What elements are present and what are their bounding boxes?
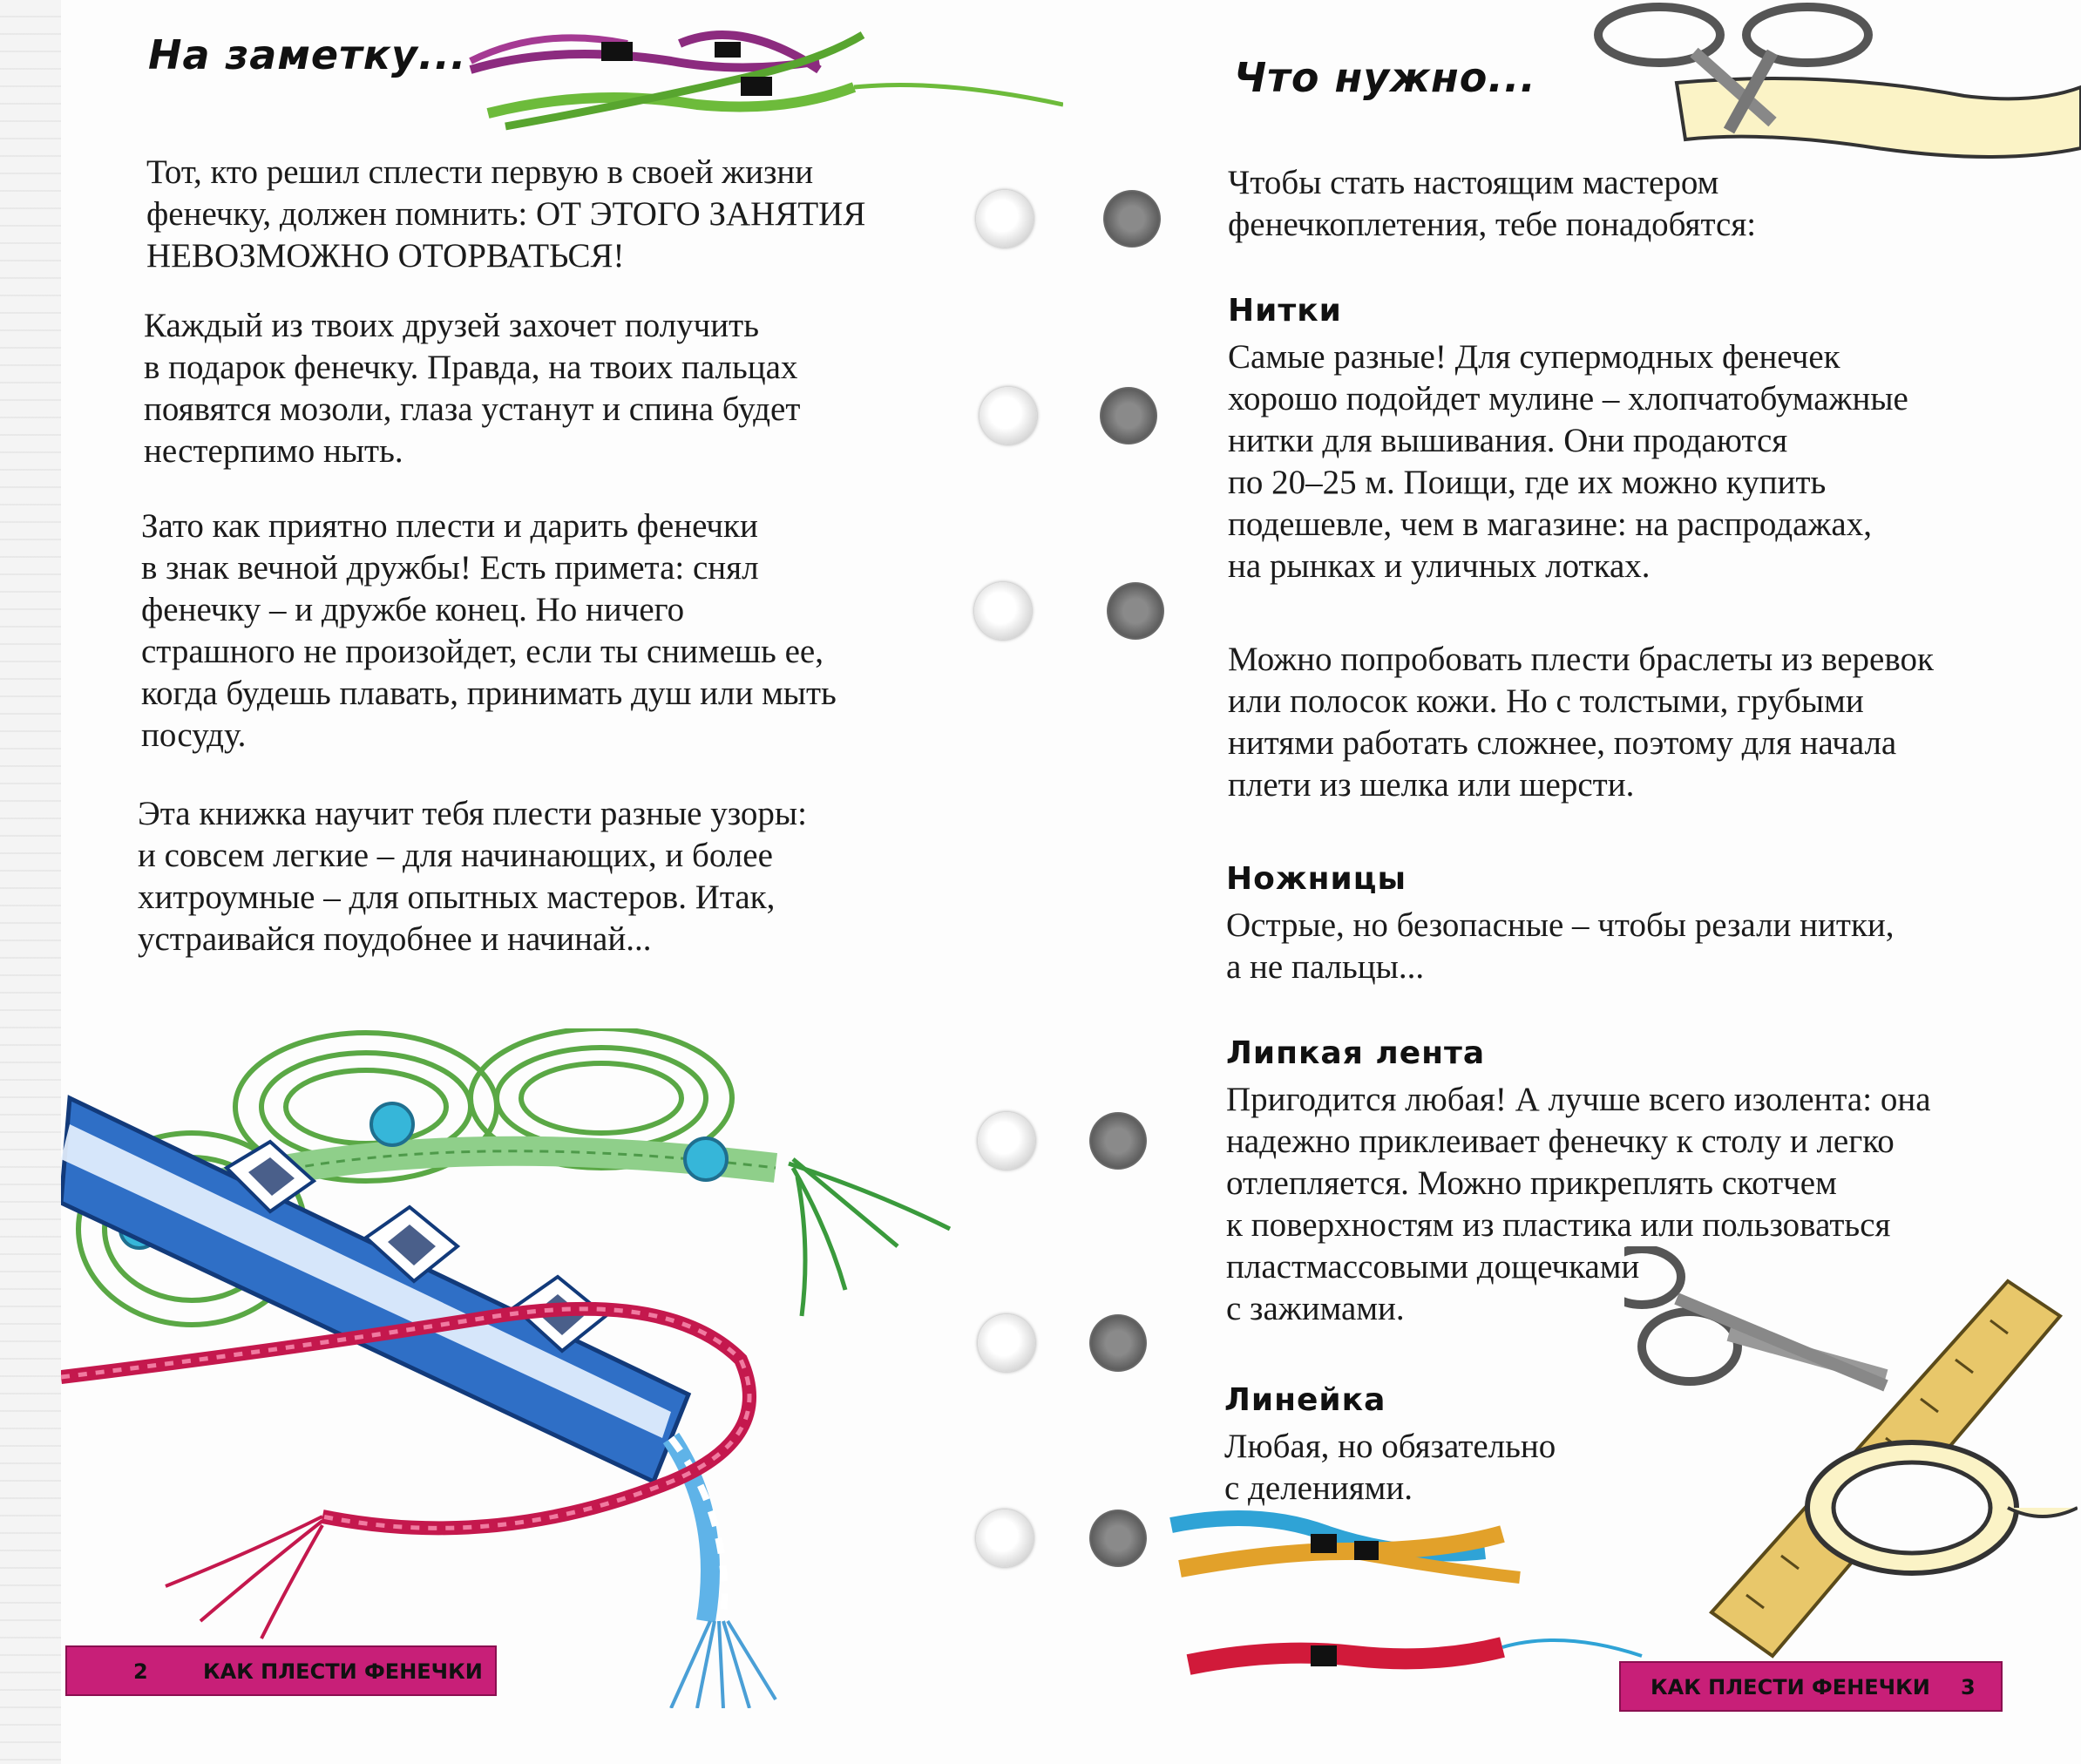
left-footer-band xyxy=(65,1645,497,1696)
text-line: Любая, но обязательно xyxy=(1224,1428,1556,1465)
binder-hole xyxy=(976,1510,1034,1567)
text-line: появятся мозоли, глаза устанут и спина будет xyxy=(144,390,801,428)
text-line: к поверхностям из пластика или пользоваться xyxy=(1226,1206,1891,1244)
text-line: НЕВОЗМОЖНО ОТОРВАТЬСЯ! xyxy=(146,237,625,275)
text-line: когда будешь плавать, принимать душ или мыть xyxy=(141,675,837,712)
binder-hole xyxy=(1103,190,1161,248)
text-line: в подарок фенечку. Правда, на твоих пальцах xyxy=(144,349,798,386)
text-line: Эта книжка научит тебя плести разные узоры: xyxy=(138,795,807,832)
binder-hole xyxy=(978,1112,1035,1170)
section-body-threads xyxy=(1228,336,2012,587)
binder-hole xyxy=(974,582,1032,640)
left-paragraph-1 xyxy=(146,152,931,277)
binder-hole xyxy=(1089,1112,1147,1170)
text-line: плети из шелка или шерсти. xyxy=(1228,766,1635,804)
binder-hole xyxy=(1107,582,1164,640)
binder-hole xyxy=(978,1314,1035,1372)
right-footer-band xyxy=(1619,1661,2003,1712)
text-line: на рынках и уличных лотках. xyxy=(1228,547,1651,585)
text-line: подешевле, чем в магазине: на распродажах, xyxy=(1228,505,1872,543)
text-line: в знак вечной дружбы! Есть примета: снял xyxy=(141,549,759,587)
binder-hole xyxy=(1089,1314,1147,1372)
page-number: 3 xyxy=(1961,1675,1976,1700)
binder-hole xyxy=(1100,387,1157,444)
text-line: фенечку – и дружбе конец. Но ничего xyxy=(141,591,685,628)
text-line: надежно приклеивает фенечку к столу и легко xyxy=(1226,1123,1895,1160)
text-line: фенечку, должен помнить: ОТ ЭТОГО ЗАНЯТИЯ xyxy=(146,195,866,233)
scissors-and-ribbon-illustration-top xyxy=(1476,0,2081,166)
text-line: отлепляется. Можно прикреплять скотчем xyxy=(1226,1164,1837,1202)
text-line: по 20–25 м. Поищи, где их можно купить xyxy=(1228,464,1827,501)
text-line: или полосок кожи. Но с толстыми, грубыми xyxy=(1228,682,1864,720)
section-body-alternatives xyxy=(1228,639,2012,806)
text-line: фенечкоплетения, тебе понадобятся: xyxy=(1228,206,1757,243)
left-paragraph-4 xyxy=(138,793,922,960)
intro-paragraph xyxy=(1228,162,2012,246)
binder-hole xyxy=(976,190,1034,248)
left-heading: На заметку... xyxy=(148,31,467,78)
text-line: нитки для вышивания. Они продаются xyxy=(1228,422,1788,459)
text-line: Тот, кто решил сплести первую в своей жизни xyxy=(146,153,814,191)
text-line: Самые разные! Для супермодных фенечек xyxy=(1228,338,1840,376)
section-title-scissors: Ножницы xyxy=(1226,861,1407,897)
section-title-tape: Липкая лента xyxy=(1226,1035,1486,1071)
right-page xyxy=(1067,0,2081,1764)
text-line: Чтобы стать настоящим мастером xyxy=(1228,164,1719,201)
text-line: с делениями. xyxy=(1224,1469,1413,1507)
footer-title: КАК ПЛЕСТИ ФЕНЕЧКИ xyxy=(203,1659,483,1684)
text-line: а не пальцы... xyxy=(1226,948,1425,986)
text-line: Зато как приятно плести и дарить фенечки xyxy=(141,507,758,545)
text-line: Каждый из твоих друзей захочет получить xyxy=(144,307,759,344)
left-paragraph-2 xyxy=(144,305,928,472)
text-line: Острые, но безопасные – чтобы резали нитки, xyxy=(1226,906,1895,944)
binder-hole xyxy=(1089,1510,1147,1567)
text-line: нитями работать сложнее, поэтому для начала xyxy=(1228,724,1897,762)
binder-hole xyxy=(979,387,1037,444)
right-heading: Что нужно... xyxy=(1234,54,1536,101)
text-line: хитроумные – для опытных мастеров. Итак, xyxy=(138,879,776,916)
text-line: хорошо подойдет мулине – хлопчатобумажные xyxy=(1228,380,1908,417)
text-line: с зажимами. xyxy=(1226,1290,1405,1327)
embroidery-floss-skeins-illustration xyxy=(1154,1499,1694,1734)
text-line: нестерпимо ныть. xyxy=(144,432,403,470)
section-title-ruler: Линейка xyxy=(1224,1382,1386,1418)
text-line: и совсем легкие – для начинающих, и более xyxy=(138,837,773,874)
text-line: пластмассовыми дощечками xyxy=(1226,1248,1640,1286)
left-paragraph-3 xyxy=(141,505,925,756)
bracelets-illustration xyxy=(61,1028,985,1708)
page-edge-stack xyxy=(0,0,61,1764)
text-line: Можно попробовать плести браслеты из веревок xyxy=(1228,641,1934,678)
footer-title: КАК ПЛЕСТИ ФЕНЕЧКИ xyxy=(1651,1675,1930,1700)
text-line: посуду. xyxy=(141,716,247,754)
text-line: Пригодится любая! А лучше всего изолента: она xyxy=(1226,1081,1931,1118)
text-line: страшного не произойдет, если ты снимешь ее, xyxy=(141,633,824,670)
text-line: устраивайся поудобнее и начинай... xyxy=(138,920,652,958)
section-body-scissors xyxy=(1226,905,2010,988)
embroidery-floss-illustration-top xyxy=(453,9,1063,139)
section-title-threads: Нитки xyxy=(1228,293,1342,329)
page-number: 2 xyxy=(133,1659,148,1684)
